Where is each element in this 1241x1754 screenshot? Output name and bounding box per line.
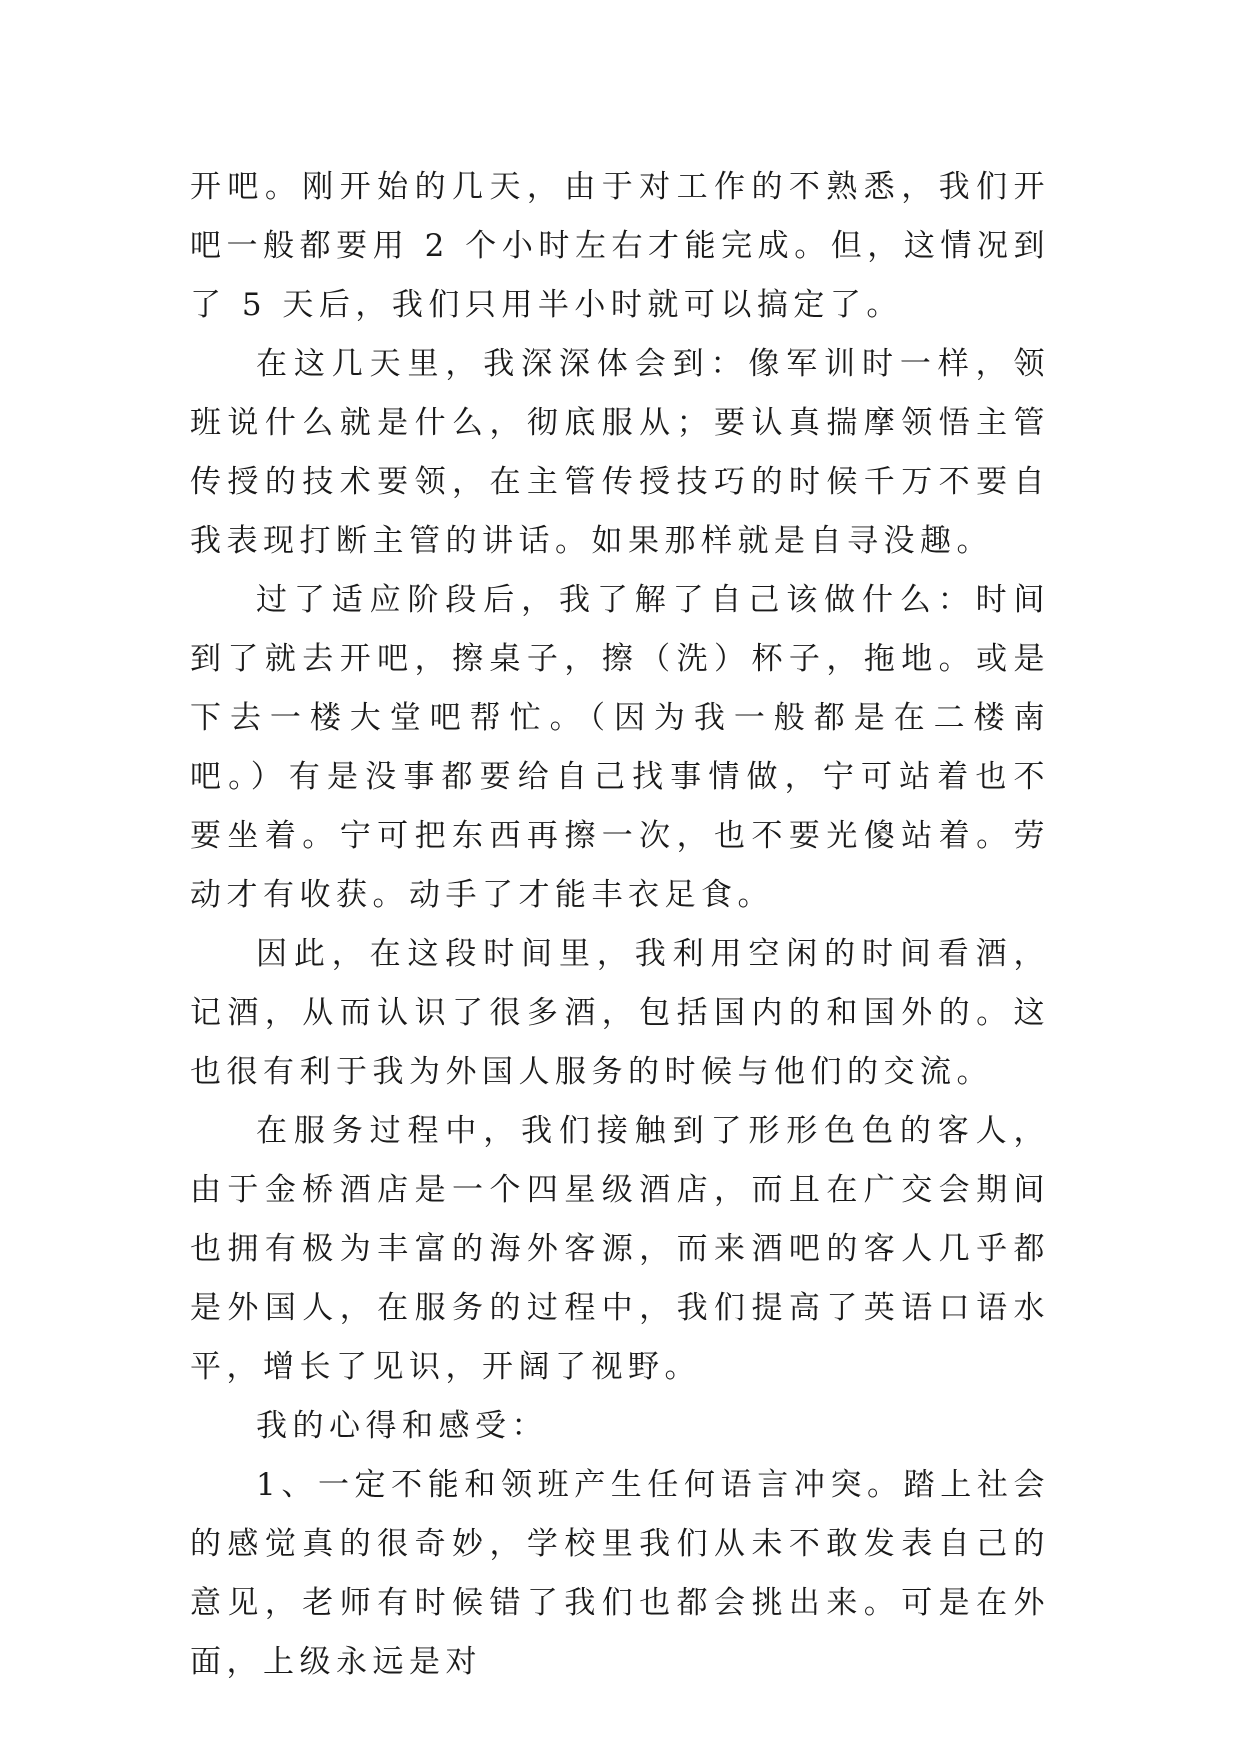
- paragraph-4: 因此，在这段时间里，我利用空闲的时间看酒，记酒，从而认识了很多酒，包括国内的和国外的。这也很有利于我为外国人服务的时候与他们的交流。: [190, 936, 1050, 1090]
- section-heading-feelings: 我的心得和感受：: [256, 1408, 548, 1444]
- paragraph-2: 在这几天里，我深深体会到：像军训时一样，领班说什么就是什么，彻底服从；要认真揣摩领悟主管传授的技术要领，在主管传授技巧的时候千万不要自我表现打断主管的讲话。如果那样就是自寻没趣。: [190, 346, 1050, 559]
- paragraph-1: 开吧。刚开始的几天，由于对工作的不熟悉，我们开吧一般都要用 2 个小时左右才能完成。但，这情况到了 5 天后，我们只用半小时就可以搞定了。: [190, 169, 1050, 323]
- paragraph-5: 在服务过程中，我们接触到了形形色色的客人，由于金桥酒店是一个四星级酒店，而且在广交会期间也拥有极为丰富的海外客源，而来酒吧的客人几乎都是外国人，在服务的过程中，我们提高了英语口语水平，增长了见识，开阔了视野。: [190, 1113, 1050, 1385]
- document-body: [190, 158, 1050, 1692]
- paragraph-7: 1、一定不能和领班产生任何语言冲突。踏上社会的感觉真的很奇妙，学校里我们从未不敢发表自己的意见，老师有时候错了我们也都会挑出来。可是在外面，上级永远是对: [190, 1467, 1050, 1680]
- paragraph-3: 过了适应阶段后，我了解了自己该做什么：时间到了就去开吧，擦桌子，擦（洗）杯子，拖地。或是下去一楼大堂吧帮忙。（因为我一般都是在二楼南吧。）有是没事都要给自己找事情做，宁可站着也不要坐着。宁可把东西再擦一次，也不要光傻站着。劳动才有收获。动手了才能丰衣足食。: [190, 582, 1050, 913]
